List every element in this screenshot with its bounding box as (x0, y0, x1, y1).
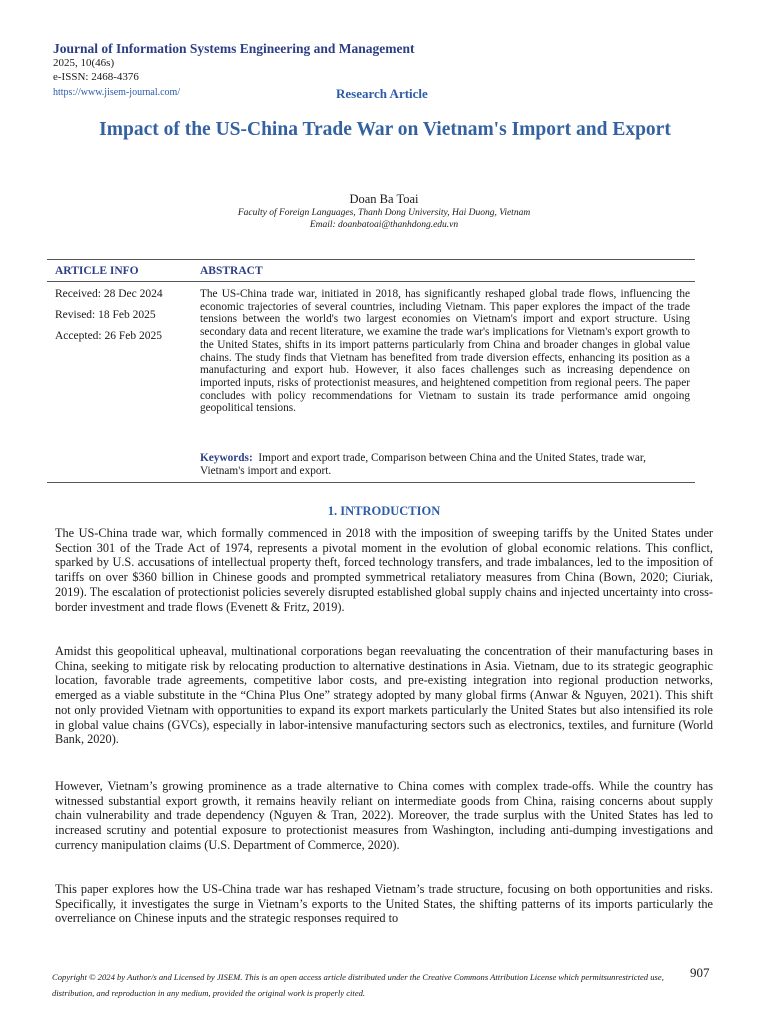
journal-volume: 2025, 10(46s) (53, 57, 115, 69)
paragraph: Amidst this geopolitical upheaval, multinational corporations began reevaluating the concentration of their manufacturing bases in China, seeking to mitigate risk by relocating production to alternative destinations in Asia. Vietnam, due to its strategic geographic location, favorable trade agreements, competitive labor costs, and pre-existing integration into regional production networks, emerged as a viable substitute in the “China Plus One” strategy adopted by many global firms (Anwar & Nguyen, 2021). This shift not only provided Vietnam with opportunities to expand its export markets particularly the United States but also intensified its role in global value chains (GVCs), especially in labor-intensive manufacturing sectors such as electronics, textiles, and furniture (World Bank, 2020). (55, 644, 713, 747)
author-affiliation: Faculty of Foreign Languages, Thanh Dong University, Hai Duong, Vietnam (237, 208, 531, 218)
accepted-date: Accepted: 26 Feb 2025 (55, 330, 162, 342)
keywords-text: Import and export trade, Comparison between China and the United States, trade war, Vietnam's import and export. (200, 452, 646, 477)
article-type-label: Research Article (336, 86, 428, 101)
revised-date: Revised: 18 Feb 2025 (55, 309, 156, 321)
author-name: Doan Ba Toai (349, 192, 419, 206)
article-info-heading: ARTICLE INFO (55, 265, 139, 277)
paragraph: This paper explores how the US-China trade war has reshaped Vietnam’s trade structure, focusing on both opportunities and risks. Specifically, it investigates the surge in Vietnam’s exports to the United States, the shifting patterns of its imports particularly the overreliance on Chinese inputs and the strategic responses required to (55, 882, 713, 926)
table-header-rule (47, 281, 695, 282)
journal-title: Journal of Information Systems Engineering and Management (53, 41, 415, 56)
abstract-text: The US-China trade war, initiated in 2018, has significantly reshaped global trade flows, influencing the economic trajectories of several countries, including Vietnam. This paper explores the impact of the trade tensions between the world's two largest economies on Vietnam's import and export structure. Using secondary data and recent literature, we examine the trade war's implications for Vietnam's export growth to the United States, shifts in its import patterns particularly from China and broader changes in global value chains. The study finds that Vietnam has benefited from trade diversion effects, enhancing its position as a manufacturing and export hub. However, it also faces challenges such as increasing dependence on imported inputs, risks of protectionist measures, and heightened competition from regional peers. The paper concludes with policy recommendations for Vietnam to sustain its trade performance amid ongoing geopolitical tensions. (200, 288, 690, 415)
paragraph: The US-China trade war, which formally commenced in 2018 with the imposition of sweeping tariffs by the United States under Section 301 of the Trade Act of 1974, represents a pivotal moment in the evolution of global economic relations. This conflict, sparked by U.S. accusations of intellectual property theft, forced technology transfers, and trade imbalances, led to the imposition of tariffs on over $360 billion in Chinese goods and prompted symmetrical retaliatory measures from China (Bown, 2020; Ciuriak, 2019). The escalation of protectionist policies severely disrupted established global supply chains and injected uncertainty into cross-border investment and trade flows (Evenett & Fritz, 2019). (55, 526, 713, 614)
journal-issn: e-ISSN: 2468-4376 (53, 71, 139, 83)
journal-url-link[interactable]: https://www.jisem-journal.com/ (53, 87, 181, 98)
author-email: Email: doanbatoai@thanhdong.edu.vn (309, 220, 459, 230)
table-bottom-rule (47, 482, 695, 483)
keywords-block (200, 452, 690, 478)
keywords-label: Keywords: (200, 452, 253, 464)
table-top-rule (47, 259, 695, 260)
received-date: Received: 28 Dec 2024 (55, 288, 163, 300)
copyright-notice: Copyright © 2024 by Author/s and Licensed by JISEM. This is an open access article distributed under the Creative Commons Attribution License which permitsunrestricted use, distribution, and reproduction in any medium, provided the original work is properly cited. (52, 972, 664, 998)
page-number: 907 (690, 965, 710, 980)
paragraph: However, Vietnam’s growing prominence as a trade alternative to China comes with complex trade-offs. While the country has witnessed substantial export growth, it remains heavily reliant on intermediate goods from China, raising concerns about supply chain vulnerability and trade dependency (Nguyen & Tran, 2022). Moreover, the trade surplus with the United States has led to increased scrutiny and potential exposure to protectionist measures from Washington, including anti-dumping investigations and currency manipulation claims (U.S. Department of Commerce, 2020). (55, 779, 713, 852)
paper-title: Impact of the US-China Trade War on Vietnam's Import and Export (99, 119, 671, 140)
section-heading-introduction: 1. INTRODUCTION (327, 504, 441, 518)
abstract-heading: ABSTRACT (200, 265, 263, 277)
